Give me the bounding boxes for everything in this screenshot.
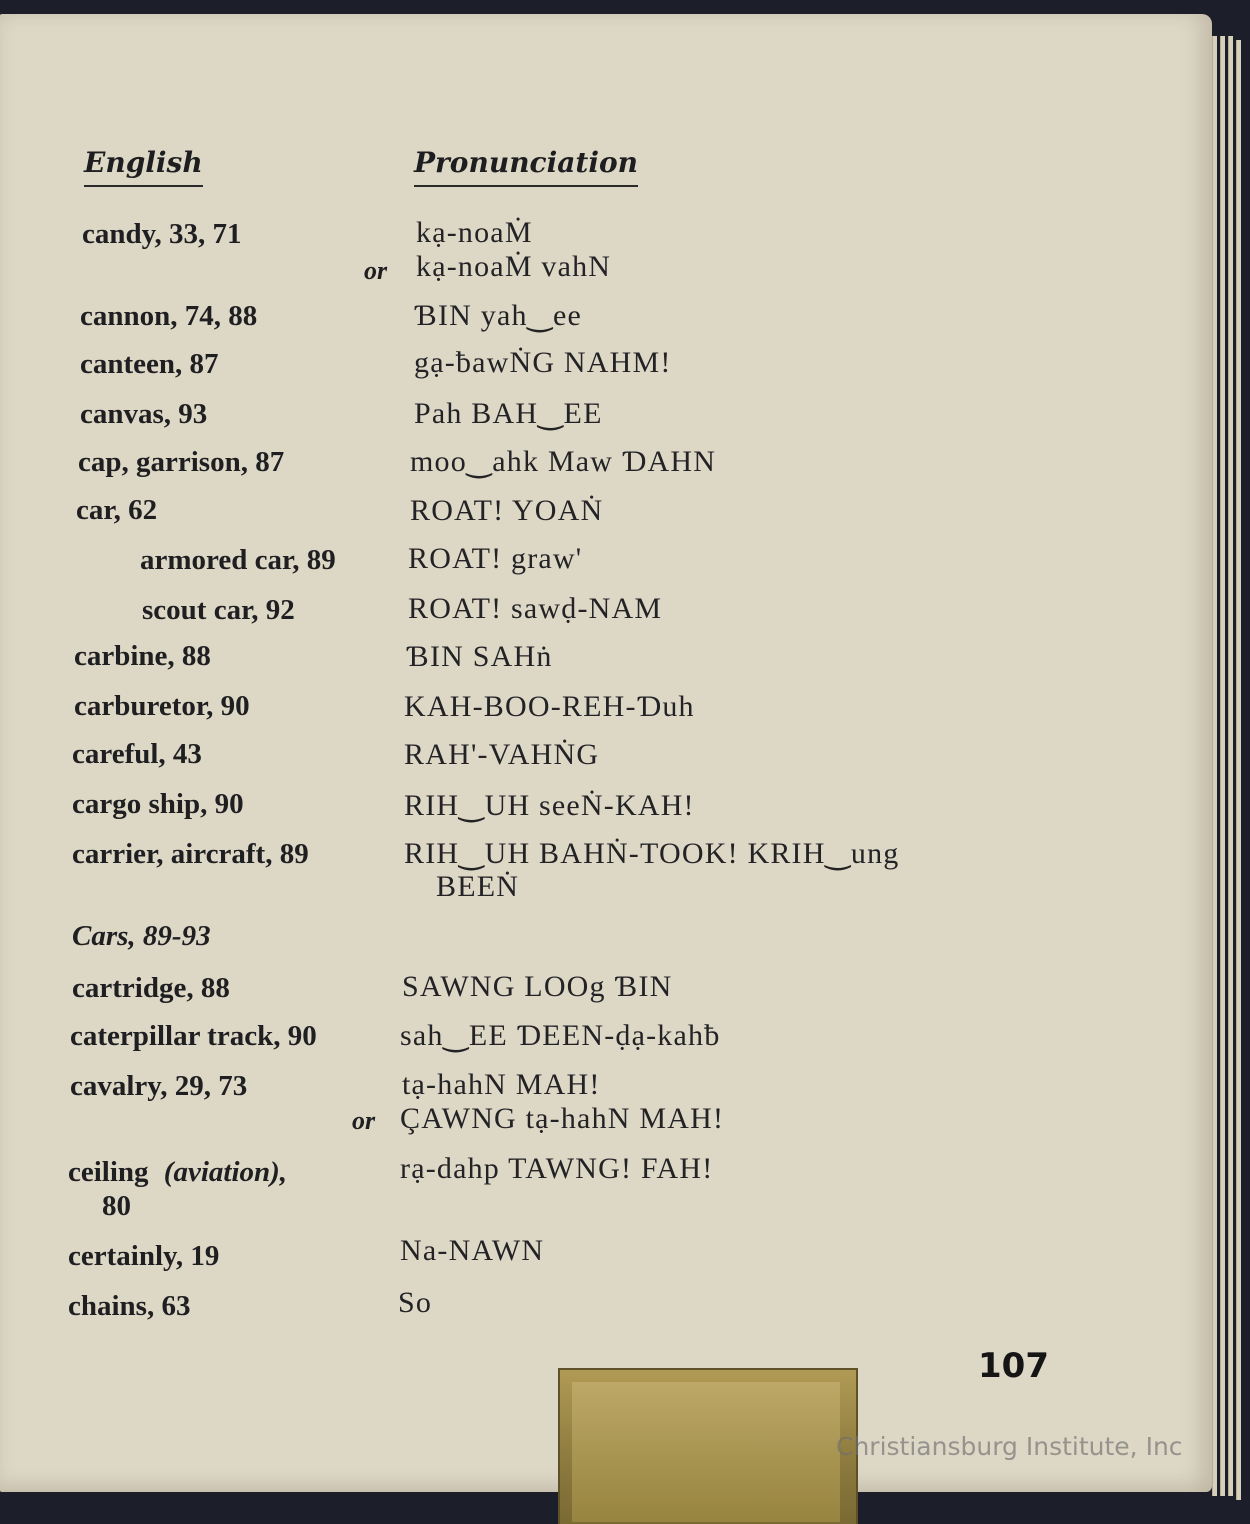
entry-pronunciation: ƁIN yah‿ee	[414, 299, 583, 332]
entry-english-cont: 80	[102, 1190, 131, 1222]
entry-pronunciation: rạ-dahp TAWNG! FAH!	[400, 1152, 714, 1185]
page-number: 107	[978, 1346, 1049, 1386]
page-edge	[1228, 36, 1233, 1496]
english-column-header: English	[84, 146, 203, 187]
entry-pronunciation: ÇAWNG tạ-hahN MAH!	[400, 1102, 725, 1135]
entry-english-sub: scout car, 92	[142, 594, 295, 626]
entry-pronunciation: kạ-noaṀ	[416, 216, 533, 249]
entry-english: cargo ship, 90	[72, 788, 244, 820]
entry-pronunciation: tạ-hahN MAH!	[402, 1068, 601, 1101]
entry-english: chains, 63	[68, 1290, 191, 1322]
entry-pronunciation: sah‿EE ƊEEN-ḍạ-kahƀ	[400, 1019, 721, 1052]
book-clip-face	[572, 1382, 840, 1522]
pronunciation-column-header: Pronunciation	[414, 146, 638, 187]
entry-english	[68, 1156, 287, 1189]
watermark: Christiansburg Institute, Inc	[836, 1432, 1183, 1461]
entry-english-term: ceiling	[68, 1156, 149, 1188]
entry-english: canteen, 87	[80, 348, 219, 380]
entry-english: carrier, aircraft, 89	[72, 838, 309, 870]
or-label: or	[364, 256, 388, 285]
entry-pronunciation: moo‿ahk Maw ƊAHN	[410, 445, 717, 478]
entry-pronunciation: RIH‿UH BAHṄ-TOOK! KRIH‿ung	[404, 837, 900, 870]
entry-english-sub: armored car, 89	[140, 544, 336, 576]
entry-english-qualifier: (aviation),	[163, 1156, 288, 1188]
entry-english: candy, 33, 71	[82, 218, 242, 250]
entry-english: cavalry, 29, 73	[70, 1070, 248, 1102]
entry-english: careful, 43	[72, 738, 202, 770]
entry-pronunciation: SAWNG LOOg ƁIN	[402, 970, 673, 1003]
entry-english: canvas, 93	[80, 398, 208, 430]
entry-pronunciation: RIH‿UH seeṄ-KAH!	[404, 789, 695, 822]
entry-pronunciation-cont: BEEṄ	[436, 870, 520, 903]
entry-english: cartridge, 88	[72, 972, 230, 1004]
entry-english: certainly, 19	[68, 1240, 220, 1272]
page-edge	[1220, 36, 1225, 1496]
entry-pronunciation: RAH'-VAHṄG	[404, 738, 600, 771]
entry-english-crossref: Cars, 89-93	[72, 920, 211, 952]
entry-english: carburetor, 90	[74, 690, 250, 722]
entry-pronunciation: Pah BAH‿EE	[414, 397, 603, 430]
entry-english: caterpillar track, 90	[70, 1020, 317, 1052]
entry-pronunciation: gạ-ƀawṄG NAHM!	[414, 346, 672, 379]
entry-pronunciation: ROAT! graw'	[408, 542, 583, 575]
page-edge	[1212, 36, 1217, 1496]
entry-english: cannon, 74, 88	[80, 300, 258, 332]
or-label: or	[352, 1106, 376, 1135]
entry-pronunciation: kạ-noaṀ vahN	[416, 250, 612, 283]
entry-pronunciation: ƁIN SAHṅ	[406, 640, 553, 673]
entry-english: car, 62	[76, 494, 158, 526]
entry-pronunciation: KAH-BOO-REH-Ɗuh	[404, 690, 695, 723]
entry-pronunciation: So	[398, 1286, 433, 1319]
entry-english: cap, garrison, 87	[78, 446, 285, 478]
entry-pronunciation: ROAT! sawḍ-NAM	[408, 592, 663, 625]
page-edge	[1236, 40, 1241, 1500]
entry-english: carbine, 88	[74, 640, 211, 672]
entry-pronunciation: ROAT! YOAṄ	[410, 494, 604, 527]
entry-pronunciation: Na-NAWN	[400, 1234, 545, 1267]
